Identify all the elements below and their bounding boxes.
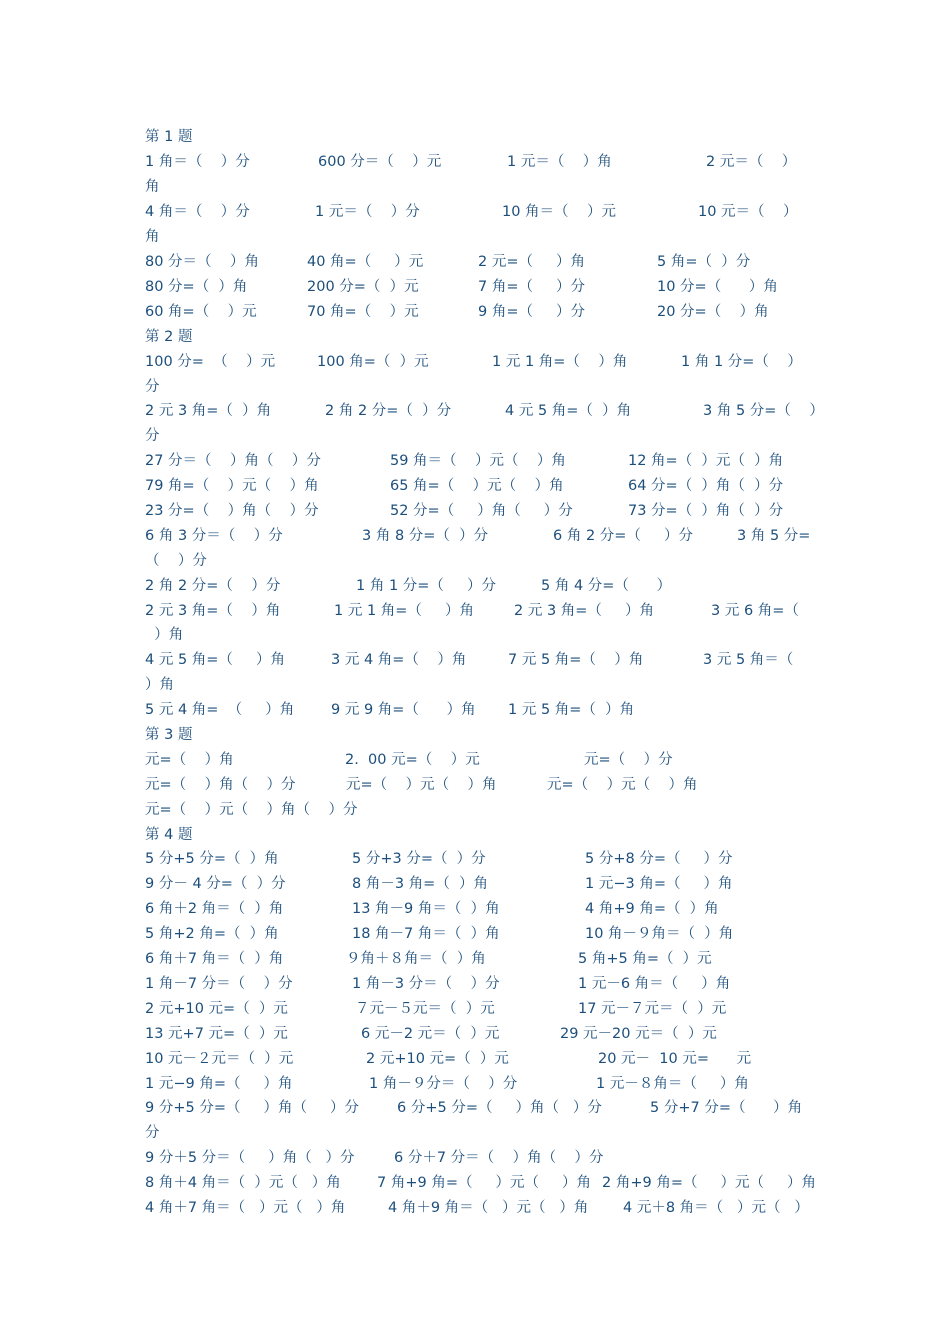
exercise-item: 9 分+5 分=（ ）角（ ）分 bbox=[145, 1100, 360, 1116]
exercise-item: 1 元－6 角＝（ ）角 bbox=[578, 976, 731, 992]
exercise-item: 29 元－20 元＝（ ）元 bbox=[560, 1026, 717, 1042]
exercise-item: 1 角 1 分=（ ）分 bbox=[356, 578, 496, 594]
exercise-item: 1 元＝（ ）分 bbox=[315, 204, 420, 220]
exercise-item: 20 分=（ ）角 bbox=[657, 304, 769, 320]
exercise-item: 元=（ ）元（ ）角 bbox=[346, 777, 497, 793]
exercise-item: 60 角=（ ）元 bbox=[145, 304, 257, 320]
exercise-item: 1 元 5 角=（ ）角 bbox=[508, 702, 635, 718]
exercise-item: 4 元＋8 角＝（ ）元（ ） bbox=[623, 1200, 809, 1216]
section-heading: 第 1 题 bbox=[145, 129, 193, 145]
exercise-item: 1 元−9 角=（ ）角 bbox=[145, 1076, 293, 1092]
exercise-item: 5 分+8 分=（ ）分 bbox=[585, 851, 733, 867]
exercise-item: 65 角=（ ）元（ ）角 bbox=[390, 478, 564, 494]
exercise-item: 6 分+5 分=（ ）角（ ）分 bbox=[397, 1100, 602, 1116]
exercise-item: 元=（ ）元（ ）角 bbox=[547, 777, 698, 793]
exercise-item: 5 元 4 角= （ ）角 bbox=[145, 702, 295, 718]
exercise-item: 13 元+7 元=（ ）元 bbox=[145, 1026, 288, 1042]
exercise-item: 2 元=（ ）角 bbox=[478, 254, 586, 270]
exercise-item: 100 角=（ ）元 bbox=[317, 354, 429, 370]
section-heading: 第 4 题 bbox=[145, 827, 193, 843]
exercise-item: 6 角 2 分=（ ）分 bbox=[553, 528, 693, 544]
exercise-item: 4 角＋9 角＝（ ）元（ ）角 bbox=[388, 1200, 589, 1216]
exercise-item: 70 角=（ ）元 bbox=[307, 304, 419, 320]
exercise-item: ）角 bbox=[145, 677, 174, 693]
exercise-item: 9 角=（ ）分 bbox=[478, 304, 586, 320]
exercise-item: 6 角＋7 角＝（ ）角 bbox=[145, 951, 284, 967]
exercise-item: 3 角 5 分= bbox=[737, 528, 811, 544]
exercise-item: 2 元 3 角=（ ）角 bbox=[145, 603, 281, 619]
exercise-item: 40 角=（ ）元 bbox=[307, 254, 424, 270]
exercise-item: 13 角－9 角＝（ ）角 bbox=[352, 901, 500, 917]
exercise-item: 5 分+7 分=（ ）角 bbox=[650, 1100, 803, 1116]
exercise-item: 4 元 5 角=（ ）角 bbox=[145, 652, 285, 668]
exercise-item: （ ）分 bbox=[145, 553, 207, 569]
exercise-item: 2 元 3 角=（ ）角 bbox=[145, 403, 272, 419]
section-heading: 第 3 题 bbox=[145, 727, 193, 743]
exercise-item: 73 分=（ ）角（ ）分 bbox=[628, 503, 784, 519]
exercise-item: 元=（ ）角 bbox=[145, 752, 234, 768]
exercise-item: 分 bbox=[145, 1125, 160, 1141]
exercise-item: 59 角＝（ ）元（ ）角 bbox=[390, 453, 566, 469]
exercise-item: 64 分=（ ）角（ ）分 bbox=[628, 478, 784, 494]
exercise-item: 10 角＝（ ）元 bbox=[502, 204, 616, 220]
exercise-item: 3 元 5 角＝（ bbox=[703, 652, 794, 668]
exercise-item: 1 元 1 角=（ ）角 bbox=[492, 354, 628, 370]
exercise-item: 5 分+3 分=（ ）分 bbox=[352, 851, 486, 867]
exercise-item: 2 角 2 分=（ ）分 bbox=[325, 403, 452, 419]
exercise-item: 3 角 8 分=（ ）分 bbox=[362, 528, 489, 544]
exercise-item: 元=（ ）分 bbox=[584, 752, 673, 768]
exercise-item: 5 角 4 分=（ ） bbox=[541, 578, 672, 594]
exercise-item: 52 分=（ ）角（ ）分 bbox=[390, 503, 573, 519]
exercise-item: 5 分+5 分=（ ）角 bbox=[145, 851, 279, 867]
exercise-item: 分 bbox=[145, 379, 160, 395]
exercise-item: 1 元 1 角=（ ）角 bbox=[334, 603, 474, 619]
exercise-item: 2 元 3 角=（ ）角 bbox=[514, 603, 654, 619]
exercise-item: 角 bbox=[145, 179, 160, 195]
exercise-item: 79 角=（ ）元（ ）角 bbox=[145, 478, 319, 494]
exercise-item: 3 元 4 角=（ ）角 bbox=[331, 652, 467, 668]
exercise-item: 1 元−3 角=（ ）角 bbox=[585, 876, 733, 892]
exercise-item: 12 角=（ ）元（ ）角 bbox=[628, 453, 784, 469]
exercise-item: 8 角－3 角=（ ）角 bbox=[352, 876, 489, 892]
exercise-item: ）角 bbox=[145, 627, 184, 643]
exercise-item: 3 角 5 分=（ ） bbox=[703, 403, 824, 419]
exercise-item: 元=（ ）角（ ）分 bbox=[145, 777, 296, 793]
exercise-item: 100 分= （ ）元 bbox=[145, 354, 276, 370]
exercise-item: 10 元－２元＝（ ）元 bbox=[145, 1051, 294, 1067]
exercise-item: 17 元－７元＝（ ）元 bbox=[578, 1001, 727, 1017]
exercise-item: 6 元－2 元＝（ ）元 bbox=[361, 1026, 500, 1042]
section-heading: 第 2 题 bbox=[145, 329, 193, 345]
exercise-item: 2 角+9 角=（ ）元（ ）角 bbox=[602, 1175, 817, 1191]
exercise-item: 2 元+10 元=（ ）元 bbox=[145, 1001, 288, 1017]
exercise-item: 4 元 5 角=（ ）角 bbox=[505, 403, 632, 419]
exercise-item: 2. 00 元=（ ）元 bbox=[345, 752, 480, 768]
exercise-item: 角 bbox=[145, 229, 160, 245]
exercise-item: 1 角－3 分＝（ ）分 bbox=[352, 976, 500, 992]
exercise-item: 3 元 6 角=（ bbox=[711, 603, 799, 619]
exercise-item: 5 角+2 角=（ ）角 bbox=[145, 926, 279, 942]
exercise-item: 7 角+9 角=（ ）元（ ）角 bbox=[377, 1175, 592, 1191]
exercise-item: 1 元－８角＝（ ）角 bbox=[596, 1076, 749, 1092]
exercise-item: 6 角 3 分＝（ ）分 bbox=[145, 528, 283, 544]
exercise-item: 4 角＋7 角＝（ ）元（ ）角 bbox=[145, 1200, 346, 1216]
exercise-item: 10 元＝（ ） bbox=[698, 204, 798, 220]
exercise-item: 80 分=（ ）角 bbox=[145, 279, 248, 295]
exercise-item: 9 元 9 角=（ ）角 bbox=[331, 702, 476, 718]
exercise-item: 1 角－7 分＝（ ）分 bbox=[145, 976, 293, 992]
exercise-item: 1 角－９分＝（ ）分 bbox=[369, 1076, 518, 1092]
exercise-item: 1 角 1 分=（ ） bbox=[681, 354, 802, 370]
exercise-item: 23 分=（ ）角（ ）分 bbox=[145, 503, 319, 519]
exercise-item: 分 bbox=[145, 428, 160, 444]
exercise-item: 27 分＝（ ）角（ ）分 bbox=[145, 453, 321, 469]
exercise-item: 80 分＝（ ）角 bbox=[145, 254, 259, 270]
exercise-item: 200 分=（ ）元 bbox=[307, 279, 419, 295]
exercise-item: 4 角＝（ ）分 bbox=[145, 204, 250, 220]
exercise-item: ９角＋８角＝（ ）角 bbox=[346, 951, 486, 967]
exercise-item: 9 分－ 4 分=（ ）分 bbox=[145, 876, 286, 892]
exercise-item: 2 角 2 分=（ ）分 bbox=[145, 578, 281, 594]
exercise-item: 2 元+10 元=（ ）元 bbox=[366, 1051, 509, 1067]
exercise-item: 1 角＝（ ）分 bbox=[145, 154, 250, 170]
exercise-item: 5 角+5 角=（ ）元 bbox=[578, 951, 712, 967]
exercise-item: 4 角+9 角=（ ）角 bbox=[585, 901, 719, 917]
exercise-item: 10 分=（ ）角 bbox=[657, 279, 778, 295]
exercise-item: 6 分＋7 分＝（ ）角（ ）分 bbox=[394, 1150, 604, 1166]
exercise-item: 2 元＝（ ） bbox=[706, 154, 797, 170]
exercise-item: ７元－５元＝（ ）元 bbox=[355, 1001, 495, 1017]
exercise-item: 1 元＝（ ）角 bbox=[507, 154, 612, 170]
exercise-item: 600 分＝（ ）元 bbox=[318, 154, 442, 170]
exercise-item: 7 元 5 角=（ ）角 bbox=[508, 652, 644, 668]
exercise-item: 5 角=（ ）分 bbox=[657, 254, 751, 270]
exercise-item: 9 分＋5 分＝（ ）角（ ）分 bbox=[145, 1150, 355, 1166]
exercise-item: 20 元－ 10 元= 元 bbox=[598, 1051, 752, 1067]
exercise-item: 元=（ ）元（ ）角（ ）分 bbox=[145, 802, 358, 818]
exercise-item: 10 角－９角＝（ ）角 bbox=[585, 926, 734, 942]
exercise-item: 7 角=（ ）分 bbox=[478, 279, 586, 295]
exercise-item: 6 角＋2 角＝（ ）角 bbox=[145, 901, 284, 917]
exercise-item: 18 角－7 角＝（ ）角 bbox=[352, 926, 500, 942]
exercise-item: 8 角＋4 角＝（ ）元（ ）角 bbox=[145, 1175, 341, 1191]
